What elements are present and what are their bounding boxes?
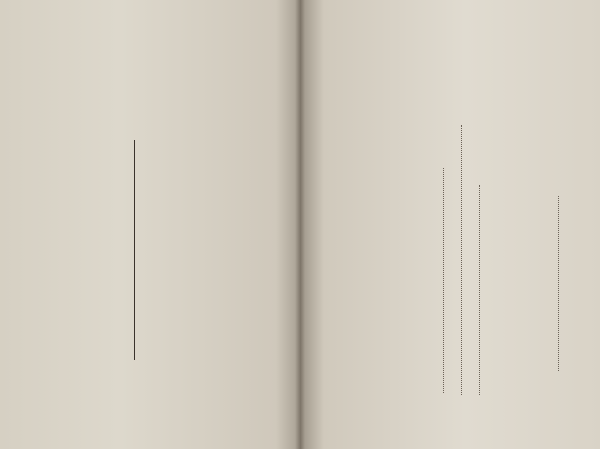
right-page	[300, 0, 600, 449]
appendix-entry-leader	[461, 125, 462, 395]
appendix-entry-leader	[479, 185, 480, 395]
body-paragraph	[72, 40, 167, 370]
appendix-entry-leader	[443, 168, 444, 393]
toc-top-leader	[558, 196, 559, 371]
book-gutter	[295, 0, 305, 449]
